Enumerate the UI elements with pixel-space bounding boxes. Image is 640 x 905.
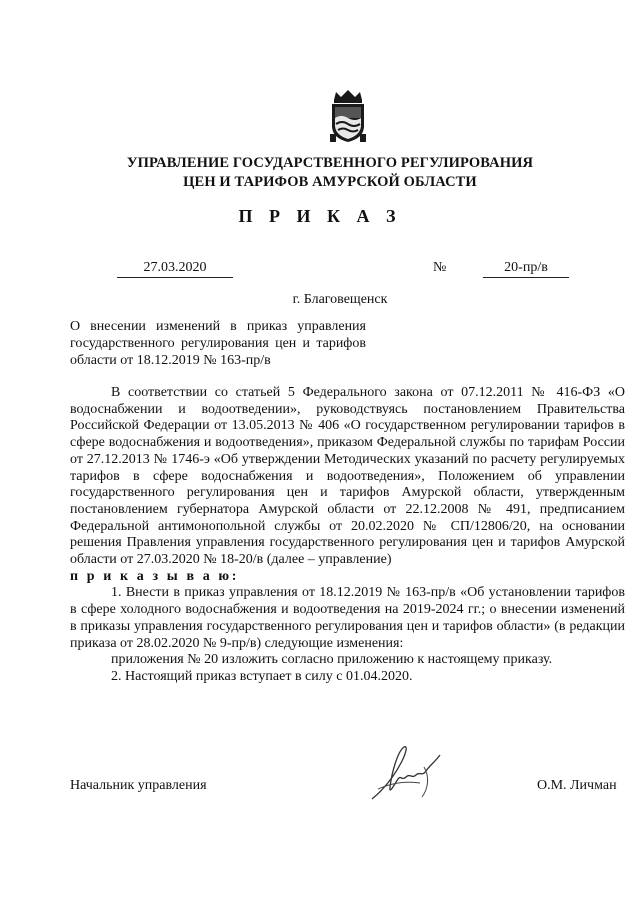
city-name: г. Благовещенск — [292, 292, 388, 307]
number-sign: № — [433, 260, 447, 275]
order-date: 27.03.2020 — [117, 259, 233, 278]
handwritten-signature — [364, 737, 456, 807]
order-item-1: 1. Внести в приказ управления от 18.12.2019 № 163-пр/в «Об установлении тарифов в сфере холодного водоснабжения и водоотведения на 2019-2024 гг.; о внесении изменений в приказы управления государственного регулирования цен и тарифов области» (в редакции приказа от 28.02.2020 № 9-пр/в) следующие изменения: — [70, 585, 625, 651]
document-type-title: П Р И К А З — [238, 206, 402, 226]
amur-region-coat-of-arms-icon — [326, 88, 370, 144]
order-item-1-detail: приложения № 20 изложить согласно приложению к настоящему приказу. — [111, 652, 553, 668]
agency-name-line-1: УПРАВЛЕНИЕ ГОСУДАРСТВЕННОГО РЕГУЛИРОВАНИЯ — [126, 155, 534, 171]
order-number: 20-пр/в — [483, 259, 569, 278]
orders-word: п р и к а з ы в а ю: — [70, 568, 239, 584]
order-item-2: 2. Настоящий приказ вступает в силу с 01.04.2020. — [111, 668, 413, 684]
agency-name-line-2: ЦЕН И ТАРИФОВ АМУРСКОЙ ОБЛАСТИ — [183, 174, 477, 190]
order-subject: О внесении изменений в приказ управления государственного регулирования цен и тарифов области от 18.12.2019 № 163-пр/в — [70, 319, 366, 368]
signer-position: Начальник управления — [70, 778, 207, 793]
order-body — [70, 385, 625, 686]
preamble-paragraph: В соответствии со статьей 5 Федерального закона от 07.12.2011 № 416-ФЗ «О водоснабжении и водоотведении», руководствуясь постановлением Правительства Российской Федерации от 13.05.2013 № 406 «О государственном регулировании тарифов в сфере водоснабжения и водоотведения», приказом Федеральной службы по тарифам России от 27.12.2013 № 1746-э «Об утверждении Методических указаний по расчету регулируемых тарифов в сфере водоснабжения и водоотведения», Положением об управлении государственного регулирования цен и тарифов Амурской области, утвержденным постановлением губернатора Амурской области от 22.12.2008 № 491, предписанием Федеральной антимонопольной службы от 20.02.2020 № СП/12806/20, на основании решения Правления управления государственного регулирования цен и тарифов Амурской области от 27.03.2020 № 18-20/в (далее – управление) — [70, 385, 625, 568]
signer-name: О.М. Личман — [537, 778, 617, 793]
